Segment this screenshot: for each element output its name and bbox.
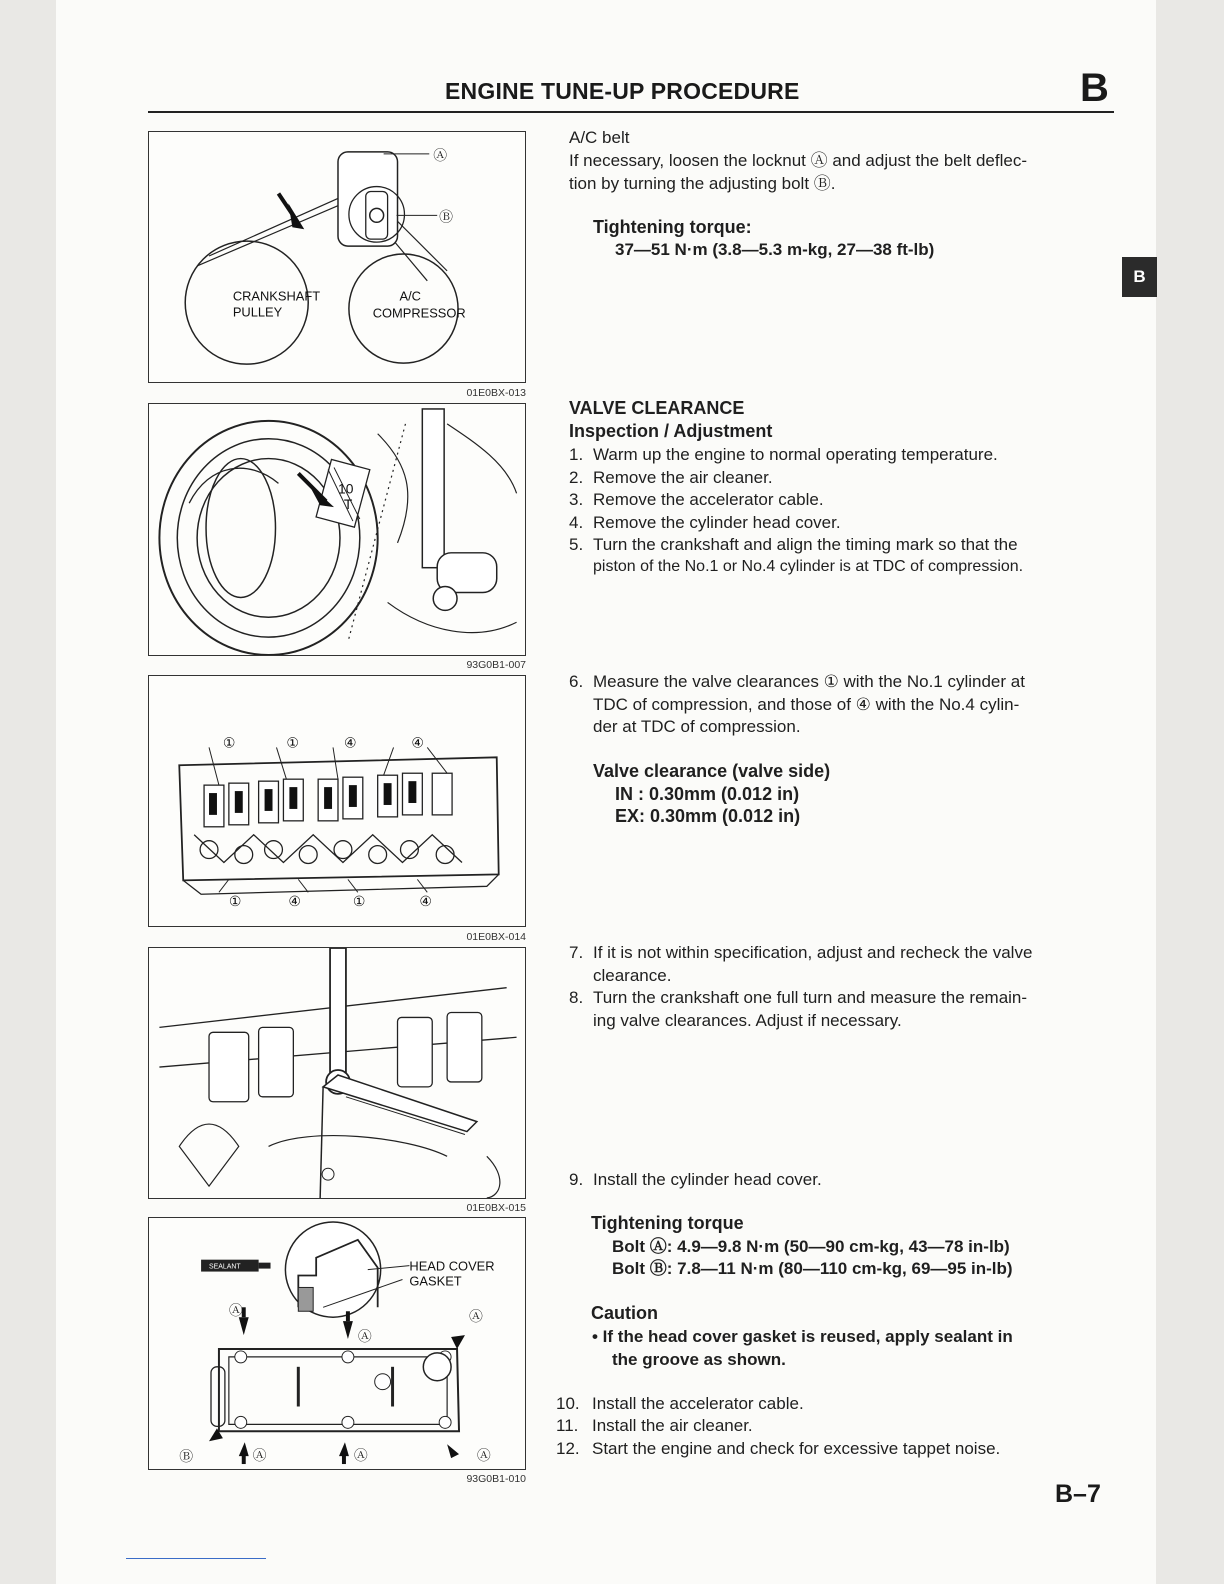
bolt-b-torque: Bolt Ⓑ: 7.8—11 N·m (80—110 cm-kg, 69—95 in-lb)	[612, 1259, 1013, 1278]
figure-head-cover	[148, 1217, 526, 1470]
step-text: Install the air cleaner.	[592, 1416, 753, 1435]
label-a: Ⓐ	[433, 146, 448, 163]
label-valve-1: ①	[228, 893, 242, 910]
figure-code: 93G0B1-010	[466, 1473, 526, 1485]
step-number: 3.	[569, 490, 584, 509]
subsection-heading: Inspection / Adjustment	[569, 421, 773, 441]
footer-rule	[126, 1558, 266, 1559]
step-number: 10.	[556, 1394, 580, 1413]
label-head-cover: HEAD COVER	[409, 1258, 495, 1274]
ac-belt-text-line: tion by turning the adjusting bolt Ⓑ.	[569, 174, 836, 193]
label-ac: A/C	[399, 288, 421, 304]
svg-text:10: 10	[337, 480, 354, 497]
header-rule	[148, 111, 1114, 113]
step-number: 4.	[569, 513, 584, 532]
torque-value: 37—51 N·m (3.8—5.3 m-kg, 27—38 ft-lb)	[615, 240, 935, 259]
step-number: 5.	[569, 535, 584, 554]
figure-code: 93G0B1-007	[466, 659, 526, 671]
caution-text: the groove as shown.	[612, 1350, 786, 1369]
label-pulley: PULLEY	[232, 304, 283, 320]
page-number: B–7	[1055, 1480, 1101, 1508]
caution-text: • If the head cover gasket is reused, apply sealant in	[592, 1327, 1013, 1346]
label-compressor: COMPRESSOR	[372, 305, 466, 321]
label-valve-4: ④	[288, 893, 301, 910]
timing-mark-diagram	[149, 404, 525, 655]
step-number: 8.	[569, 988, 584, 1007]
figure-valve-positions	[148, 675, 526, 927]
page-title: ENGINE TUNE-UP PROCEDURE	[445, 78, 800, 104]
figure-ac-belt	[148, 131, 526, 383]
figure-code: 01E0BX-013	[466, 387, 526, 399]
step-number: 1.	[569, 445, 584, 464]
ac-belt-text-line: If necessary, loosen the locknut Ⓐ and adjust the belt deflec-	[569, 151, 1028, 170]
label-a: Ⓐ	[476, 1447, 491, 1464]
label-gasket: GASKET	[409, 1273, 462, 1289]
label-b: Ⓑ	[179, 1448, 194, 1465]
head-cover-diagram	[149, 1218, 525, 1469]
torque-title: Tightening torque	[591, 1213, 744, 1233]
step-number: 12.	[556, 1439, 580, 1458]
label-valve-1: ①	[286, 734, 299, 751]
ac-belt-title: A/C belt	[569, 128, 630, 147]
svg-text:T: T	[343, 496, 353, 513]
step-text: Remove the air cleaner.	[593, 468, 773, 487]
spec-in: IN : 0.30mm (0.012 in)	[615, 784, 800, 804]
label-a: Ⓐ	[228, 1302, 243, 1319]
step-text: Remove the accelerator cable.	[593, 490, 824, 509]
label-valve-4: ④	[343, 734, 357, 751]
figure-code: 01E0BX-015	[466, 1202, 526, 1214]
caution-title: Caution	[591, 1303, 658, 1323]
label-a: Ⓐ	[353, 1447, 368, 1464]
step-text: If it is not within specification, adjust and recheck the valve	[593, 943, 1033, 962]
step-text: Start the engine and check for excessive tappet noise.	[592, 1439, 1001, 1458]
step-text: piston of the No.1 or No.4 cylinder is at TDC of compression.	[593, 558, 1024, 575]
figure-code: 01E0BX-014	[466, 931, 526, 943]
section-heading: VALVE CLEARANCE	[569, 398, 745, 418]
spec-ex: EX: 0.30mm (0.012 in)	[615, 806, 801, 826]
adjustment-diagram	[149, 948, 525, 1198]
label-valve-1: ①	[352, 893, 366, 910]
torque-label: Tightening torque:	[593, 217, 752, 237]
step-text: ing valve clearances. Adjust if necessary.	[593, 1011, 902, 1030]
bolt-a-torque: Bolt Ⓐ: 4.9—9.8 N·m (50—90 cm-kg, 43—78 in-lb)	[612, 1237, 1010, 1256]
valve-positions-diagram	[149, 676, 525, 926]
step-number: 9.	[569, 1170, 584, 1189]
step-number: 2.	[569, 468, 584, 487]
label-crankshaft: CRANKSHAFT	[232, 288, 321, 304]
step-text: TDC of compression, and those of ④ with the No.4 cylin-	[593, 695, 1020, 714]
ac-belt-diagram	[149, 132, 525, 382]
section-letter: B	[1080, 66, 1109, 110]
label-a: Ⓐ	[252, 1447, 267, 1464]
figure-timing-mark	[148, 403, 526, 656]
label-b: Ⓑ	[439, 208, 454, 225]
step-text: Warm up the engine to normal operating temperature.	[593, 445, 998, 464]
figure-adjustment	[148, 947, 526, 1199]
label-valve-4: ④	[419, 893, 432, 910]
step-text: Measure the valve clearances ① with the No.1 cylinder at	[593, 672, 1025, 691]
step-text: Remove the cylinder head cover.	[593, 513, 841, 532]
step-text: Install the cylinder head cover.	[593, 1170, 822, 1189]
sealant-label: SEALANT	[209, 1263, 241, 1271]
spec-title: Valve clearance (valve side)	[593, 761, 831, 781]
step-text: Turn the crankshaft and align the timing mark so that the	[593, 535, 1018, 554]
step-number: 11.	[556, 1416, 579, 1435]
label-a: Ⓐ	[357, 1328, 372, 1345]
step-number: 7.	[569, 943, 584, 962]
step-text: Install the accelerator cable.	[592, 1394, 804, 1413]
step-text: Turn the crankshaft one full turn and measure the remain-	[593, 988, 1028, 1007]
section-tab: B	[1122, 257, 1157, 297]
label-valve-4: ④	[411, 734, 424, 751]
step-number: 6.	[569, 672, 584, 691]
step-text: der at TDC of compression.	[593, 717, 801, 736]
label-a: Ⓐ	[468, 1308, 483, 1325]
label-valve-1: ①	[222, 734, 236, 751]
step-text: clearance.	[593, 966, 672, 985]
